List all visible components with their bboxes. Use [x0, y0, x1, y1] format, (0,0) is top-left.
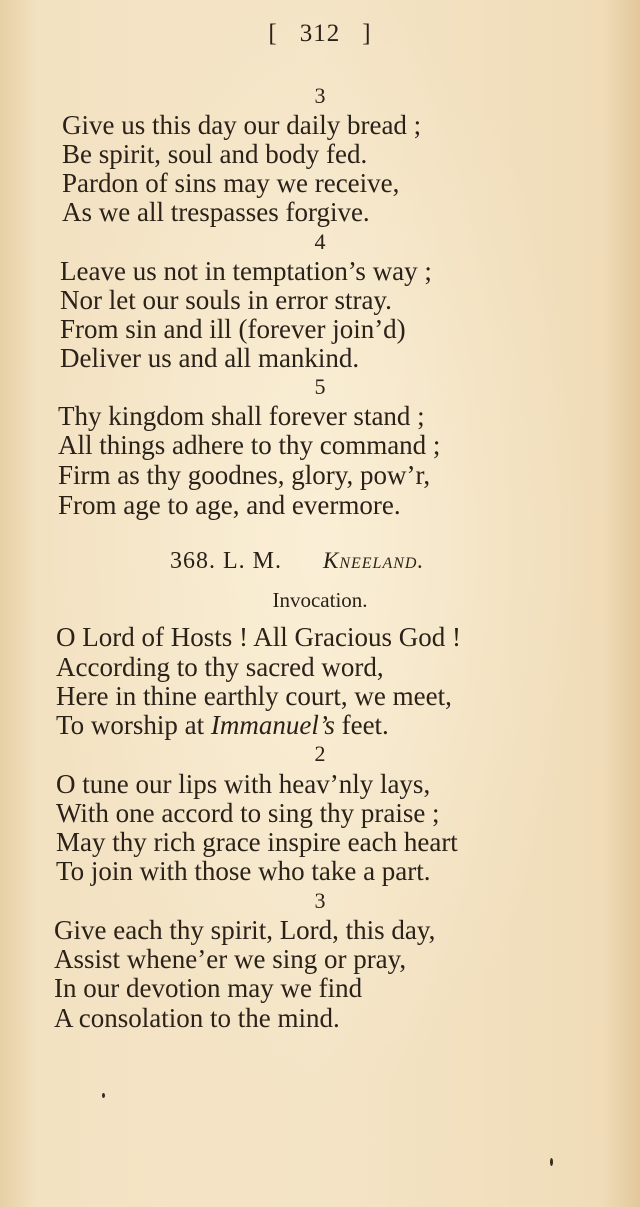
- hymn-heading: [170, 548, 425, 575]
- verse-line: Thy kingdom shall forever stand ;: [58, 401, 425, 431]
- verse-number: 5: [314, 374, 326, 399]
- hymn-title: Invocation.: [272, 588, 368, 612]
- line-text: To worship at: [56, 710, 211, 740]
- verse-line: Deliver us and all mankind.: [60, 343, 360, 373]
- page-number: 312: [299, 20, 341, 47]
- bracket-close: ]: [362, 20, 372, 47]
- verse-line: To join with those who take a part.: [56, 856, 431, 886]
- verse-line: According to thy sacred word,: [56, 652, 384, 682]
- verse-line: Nor let our souls in error stray.: [60, 285, 392, 315]
- verse-line: Give each thy spirit, Lord, this day,: [54, 915, 436, 945]
- verse-line: With one accord to sing thy praise ;: [56, 798, 440, 828]
- verse-line: May thy rich grace inspire each heart: [56, 827, 458, 857]
- verse-line: From sin and ill (forever join’d): [60, 314, 406, 344]
- paper-speck: [550, 1158, 553, 1166]
- verse-line: Leave us not in temptation’s way ;: [60, 256, 432, 286]
- verse-number: 3: [314, 888, 326, 913]
- verse-line: Give us this day our daily bread ;: [62, 110, 422, 140]
- bracket-open: [: [268, 20, 278, 47]
- verse-number: 2: [314, 741, 326, 766]
- verse-line: [56, 710, 389, 740]
- page-header: [0, 20, 640, 48]
- hymn-number-meter: 368. L. M.: [170, 548, 282, 574]
- line-text: feet.: [334, 710, 389, 740]
- line-italic-name: Immanuel’s: [210, 710, 335, 740]
- verse-line: From age to age, and evermore.: [58, 490, 401, 520]
- verse-line: O Lord of Hosts ! All Gracious God !: [56, 622, 461, 652]
- verse-line: Pardon of sins may we receive,: [62, 168, 400, 198]
- verse-line: As we all trespasses forgive.: [62, 197, 370, 227]
- tune-name: Kneeland.: [323, 548, 425, 573]
- verse-line: All things adhere to thy command ;: [58, 430, 441, 460]
- verse-line: Here in thine earthly court, we meet,: [56, 681, 452, 711]
- verse-number: 4: [314, 229, 326, 254]
- verse-line: Assist whene’er we sing or pray,: [54, 944, 407, 974]
- verse-line: Firm as thy goodnes, glory, pow’r,: [58, 460, 431, 490]
- verse-line: A consolation to the mind.: [54, 1003, 340, 1033]
- paper-speck: [102, 1093, 105, 1098]
- verse-line: In our devotion may we find: [54, 973, 363, 1003]
- verse-line: Be spirit, soul and body fed.: [62, 139, 368, 169]
- verse-line: O tune our lips with heav’nly lays,: [56, 769, 431, 799]
- verse-number: 3: [314, 83, 326, 108]
